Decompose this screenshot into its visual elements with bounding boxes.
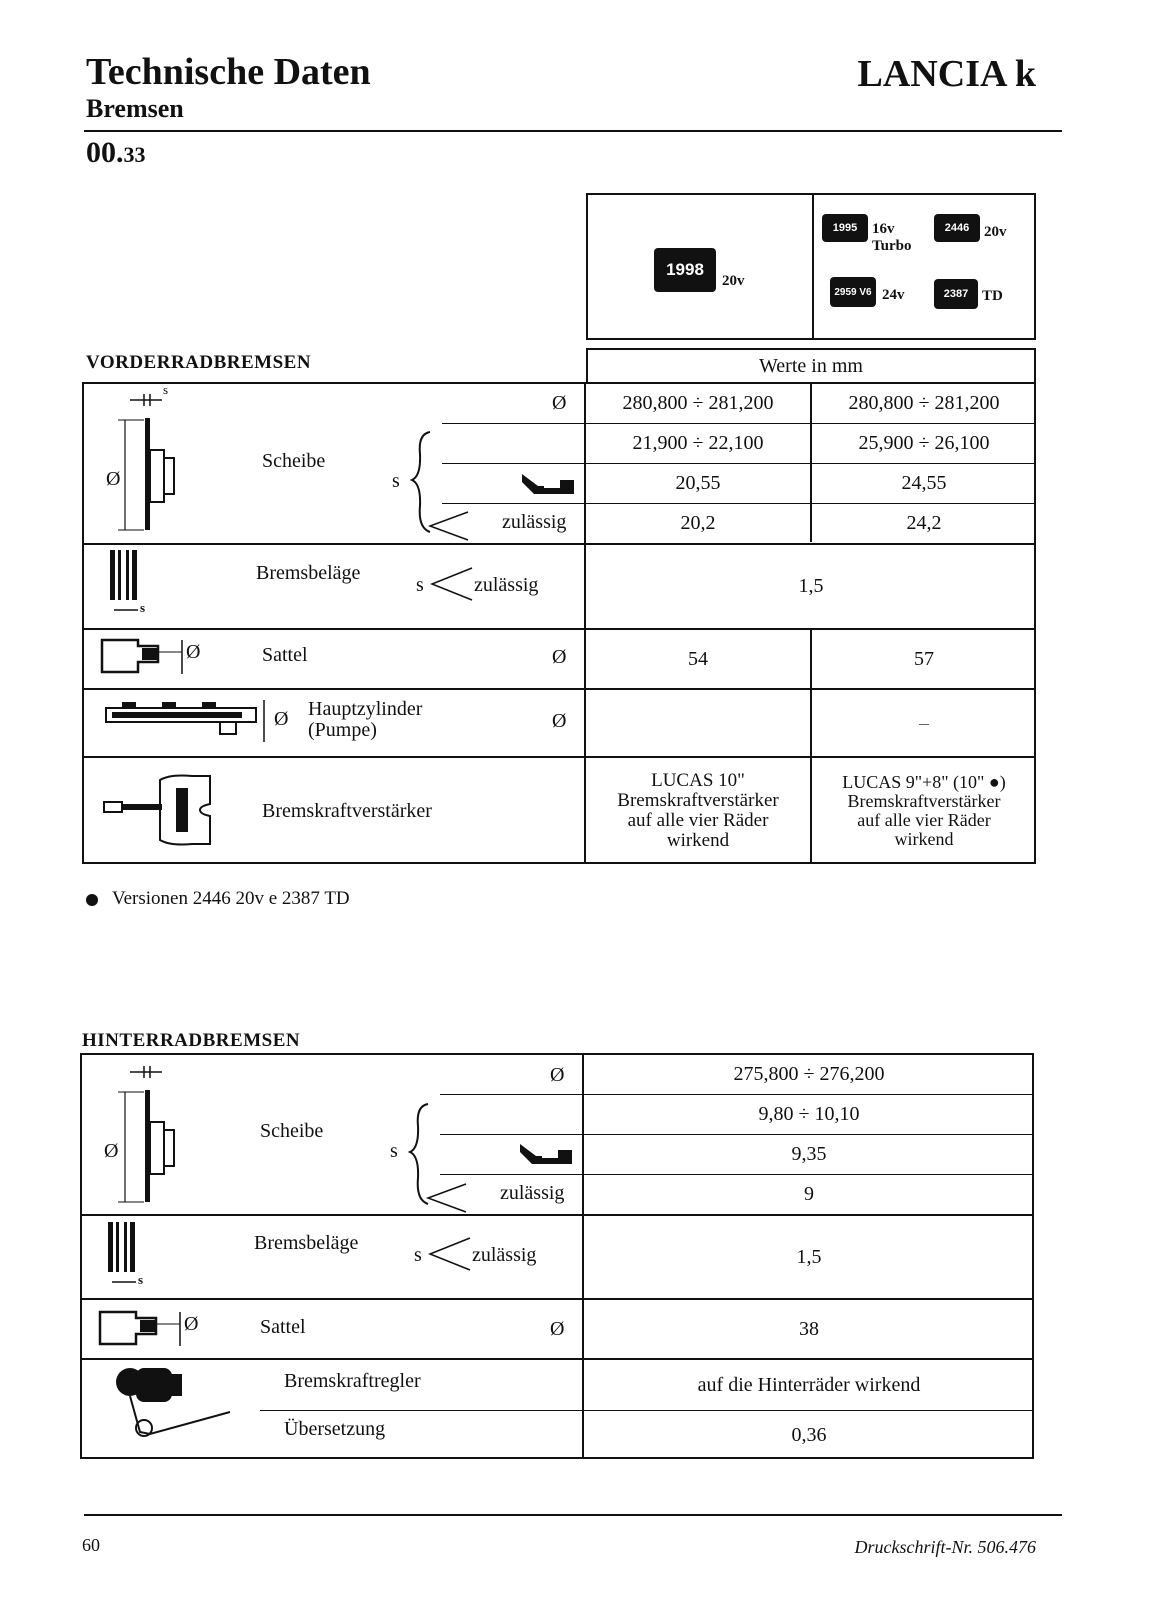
front-caliper-col2: 57	[914, 647, 934, 670]
regulator-value: auf die Hinterräder wirkend	[697, 1373, 921, 1396]
servo-icon	[100, 770, 230, 850]
engine-suffix-2446: 20v	[984, 224, 1007, 240]
page-number: 60	[82, 1535, 100, 1555]
engine-suffix-2387: TD	[982, 288, 1003, 304]
rear-brace-icon	[406, 1100, 446, 1212]
master-cylinder-icon	[102, 694, 282, 750]
rear-disc-icon	[100, 1060, 190, 1210]
ratio-label: Übersetzung	[284, 1418, 386, 1440]
master-dia-symbol: Ø	[274, 708, 289, 730]
brace-icon	[408, 428, 448, 540]
wear-angle-icon	[428, 566, 474, 602]
rear-s-symbol: s	[390, 1140, 398, 1162]
front-caliper-col1: 54	[688, 647, 708, 670]
engine-suffix-1998: 20v	[722, 273, 745, 289]
engine-suffix-2959: 24v	[882, 287, 905, 303]
section-code: 00.33	[86, 136, 146, 169]
front-disc-label: Scheibe	[262, 450, 326, 472]
master-label-2: (Pumpe)	[308, 719, 377, 741]
brand-label: LANCIA k	[857, 53, 1036, 95]
front-caliper-dia: Ø	[552, 646, 567, 668]
front-master-dia: Ø	[552, 710, 567, 732]
servo-label: Bremskraftverstärker	[262, 800, 432, 822]
document-number: Druckschrift-Nr. 506.476	[854, 1537, 1036, 1557]
page-subtitle: Bremsen	[86, 94, 184, 123]
rear-disc-diameter: 275,800 ÷ 276,200	[733, 1063, 885, 1085]
front-pads-s: s	[416, 574, 424, 596]
rear-pads-min: 1,5	[796, 1245, 822, 1268]
rear-caliper-label: Sattel	[260, 1316, 306, 1338]
rear-caliper: 38	[799, 1317, 819, 1340]
front-disc-diameter-col2: 280,800 ÷ 281,200	[848, 392, 1000, 414]
rear-caliper-dia: Ø	[550, 1318, 565, 1340]
disc-s-symbol: s	[163, 382, 169, 397]
regulator-label: Bremskraftregler	[284, 1370, 421, 1392]
front-disc-diameter-col1: 280,800 ÷ 281,200	[622, 392, 774, 414]
ratio-value: 0,36	[791, 1423, 827, 1446]
grind-icon	[520, 468, 576, 496]
front-caliper-label: Sattel	[262, 644, 308, 666]
rear-disc-thickness: 9,80 ÷ 10,10	[758, 1103, 860, 1125]
rear-caliper-dia-symbol: Ø	[184, 1313, 199, 1335]
front-s-symbol: s	[392, 470, 400, 492]
front-disc-dia-symbol: Ø	[552, 392, 567, 414]
front-zulaessig: zulässig	[502, 511, 567, 533]
rear-disc-grind: 9,35	[791, 1143, 827, 1165]
front-pads-zulaessig: zulässig	[474, 574, 539, 596]
front-master-col2: –	[919, 711, 929, 734]
front-servo-col2: LUCAS 9"+8" (10" ●) Bremskraftverstärker auf alle vier Räder wirkend	[842, 772, 1006, 849]
rear-wear-angle-icon	[426, 1236, 472, 1272]
pads-icon	[104, 546, 154, 624]
front-disc-min-col1: 20,2	[680, 512, 716, 534]
header-rule	[84, 130, 1062, 132]
engine-badge-1995: 1995	[822, 214, 868, 242]
front-pads-label: Bremsbeläge	[256, 562, 361, 584]
front-disc-thickness-col2: 25,900 ÷ 26,100	[858, 432, 990, 454]
master-label-1: Hauptzylinder	[308, 698, 423, 720]
engine-badge-2387: 2387	[934, 279, 978, 309]
front-disc-grind-col1: 20,55	[675, 472, 721, 494]
pads-s-symbol: s	[140, 600, 146, 615]
rear-disc-label: Scheibe	[260, 1120, 324, 1142]
disc-dia-symbol: Ø	[106, 468, 121, 490]
front-disc-thickness-col1: 21,900 ÷ 22,100	[632, 432, 764, 454]
footer-rule	[84, 1514, 1062, 1516]
regulator-icon	[110, 1362, 240, 1452]
rear-pads-icon	[102, 1218, 152, 1296]
units-header: Werte in mm	[759, 354, 863, 377]
rear-disc-dia-symbol: Ø	[104, 1140, 119, 1162]
rear-grind-icon	[518, 1138, 574, 1166]
engine-badge-2959: 2959 V6	[830, 277, 876, 307]
rear-section-title: HINTERRADBREMSEN	[82, 1030, 301, 1051]
rear-pads-label: Bremsbeläge	[254, 1232, 359, 1254]
engine-badge-2446: 2446	[934, 214, 980, 242]
rear-pads-s: s	[414, 1244, 422, 1266]
front-servo-col1: LUCAS 10" Bremskraftverstärker auf alle vier Räder wirkend	[617, 770, 779, 851]
page-title: Technische Daten	[86, 51, 371, 93]
engine-suffix-1995: 16v Turbo	[872, 221, 912, 254]
rear-pads-zulaessig: zulässig	[472, 1244, 537, 1266]
front-pads-min: 1,5	[798, 575, 824, 597]
rear-zulaessig: zulässig	[500, 1182, 565, 1204]
caliper-dia-symbol: Ø	[186, 641, 201, 663]
rear-disc-min: 9	[804, 1183, 814, 1205]
rear-pads-s-symbol: s	[138, 1272, 144, 1287]
front-master-col1	[586, 690, 810, 756]
rear-disc-dia: Ø	[550, 1064, 565, 1086]
engine-badge-1998: 1998	[654, 248, 716, 292]
disc-icon	[100, 388, 190, 538]
front-disc-min-col2: 24,2	[906, 512, 942, 534]
front-disc-grind-col2: 24,55	[901, 472, 947, 494]
footnote: Versionen 2446 20v e 2387 TD	[86, 888, 350, 910]
front-section-title: VORDERRADBREMSEN	[86, 352, 312, 373]
